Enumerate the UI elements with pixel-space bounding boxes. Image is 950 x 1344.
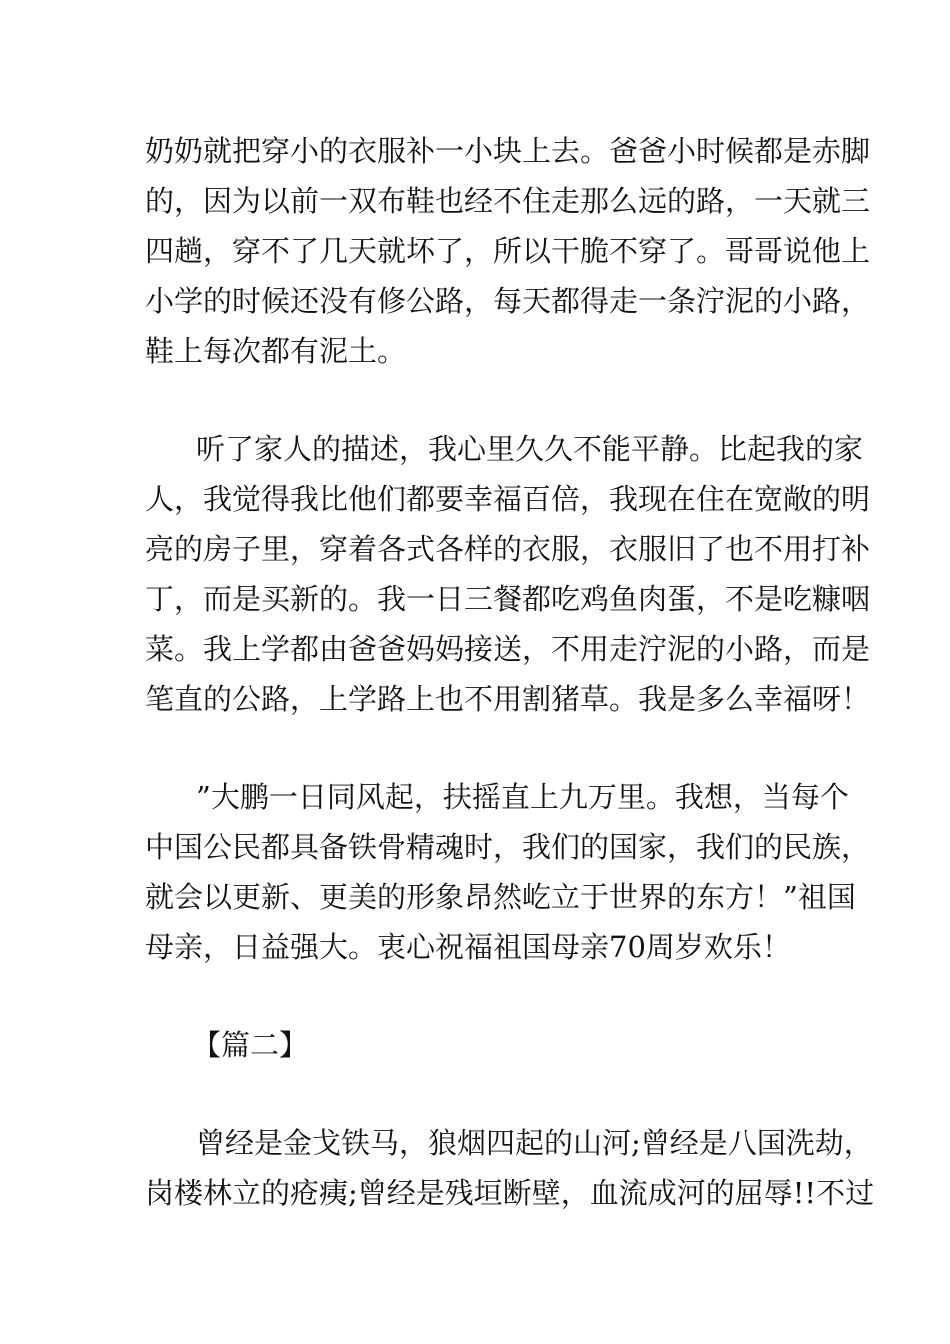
paragraph-line: 的，因为以前一双布鞋也经不住走那么远的路，一天就三 (145, 184, 871, 218)
paragraph-line: 母亲，日益强大。衷心祝福祖国母亲70周岁欢乐！ (145, 930, 791, 964)
paragraph-line: 四趟，穿不了几天就坏了，所以干脆不穿了。哥哥说他上 (145, 234, 871, 268)
paragraph-line: 中国公民都具备铁骨精魂时，我们的国家，我们的民族， (145, 830, 871, 864)
paragraph-line: 曾经是金戈铁马，狼烟四起的山河;曾经是八国洗劫， (196, 1126, 873, 1160)
paragraph-line: 亮的房子里，穿着各式各样的衣服，衣服旧了也不用打补 (145, 532, 871, 566)
paragraph-line: 菜。我上学都由爸爸妈妈接送，不用走泞泥的小路，而是 (145, 632, 871, 666)
paragraph-line: 鞋上每次都有泥土。 (145, 334, 407, 368)
paragraph-line: 丁，而是买新的。我一日三餐都吃鸡鱼肉蛋，不是吃糠咽 (145, 582, 871, 616)
paragraph-line: 笔直的公路，上学路上也不用割猪草。我是多么幸福呀！ (145, 682, 871, 716)
paragraph-line: 听了家人的描述，我心里久久不能平静。比起我的家 (196, 432, 864, 466)
paragraph-line: 小学的时候还没有修公路，每天都得走一条泞泥的小路， (145, 284, 871, 318)
paragraph-line: 奶奶就把穿小的衣服补一小块上去。爸爸小时候都是赤脚 (145, 134, 871, 168)
section-heading: 【篇二】 (192, 1028, 309, 1062)
paragraph-line: 就会以更新、更美的形象昂然屹立于世界的东方！”祖国 (145, 880, 856, 914)
paragraph-line: 人，我觉得我比他们都要幸福百倍，我现在住在宽敞的明 (145, 482, 871, 516)
paragraph-line: 岗楼林立的疮痍;曾经是残垣断壁，血流成河的屈辱!!不过 (145, 1176, 875, 1210)
paragraph-line: ”大鹏一日同风起，扶摇直上九万里。我想，当每个 (196, 780, 849, 814)
